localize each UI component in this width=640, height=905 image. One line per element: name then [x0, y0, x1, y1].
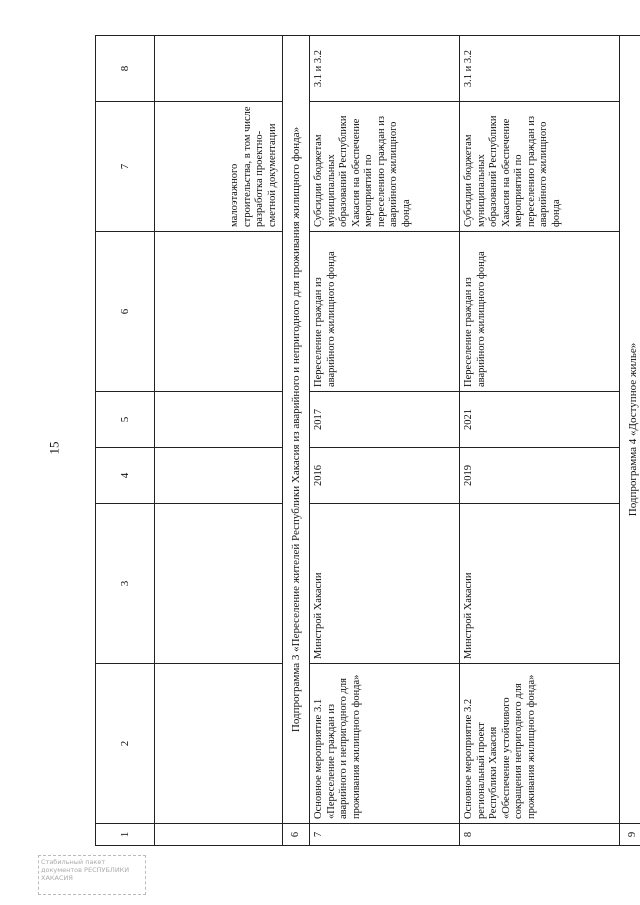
indicator-link: 3.1 и 3.2	[310, 36, 460, 102]
measure-name: Основное мероприятие 3.1 «Переселение граждан из аварийного и непригодного для проживания жилищного фонда»	[310, 664, 460, 824]
col-header-5: 5	[96, 392, 155, 448]
end-year: 2021	[460, 392, 620, 448]
consequence: Субсидии бюджетам муниципальных образований Республики Хакасия на обеспечение мероприятий по переселению граждан из аварийного жилищного фонда	[310, 102, 460, 232]
document-stamp: Стабильный пакет документов РЕСПУБЛИКИ ХАКАСИЯ	[38, 855, 146, 895]
section-number: 9	[620, 824, 640, 846]
column-number-row	[96, 36, 155, 846]
section-number: 6	[283, 824, 310, 846]
section-row-subprogram-4	[620, 36, 640, 846]
col-header-3: 3	[96, 504, 155, 664]
col-header-7: 7	[96, 102, 155, 232]
section-title: Подпрограмма 4 «Доступное жилье»	[620, 36, 640, 824]
measure-name: Основное мероприятие 3.2 региональный проект Республики Хакасия «Обеспечение устойчивого сокращения непригодного для проживания жилищного фонда»	[460, 664, 620, 824]
row-number: 7	[310, 824, 460, 846]
col-header-6: 6	[96, 232, 155, 392]
start-year: 2016	[310, 448, 460, 504]
section-title: Подпрограмма 3 «Переселение жителей Республики Хакасия из аварийного и непригодного для проживания жилищного фонда»	[283, 36, 310, 824]
continuation-row	[155, 36, 283, 846]
consequence: Субсидии бюджетам муниципальных образований Республики Хакасия на обеспечение мероприятий по переселению граждан из аварийного жилищного фонда	[460, 102, 620, 232]
indicator-link: 3.1 и 3.2	[460, 36, 620, 102]
col-header-1: 1	[96, 824, 155, 846]
expected-result: Переселение граждан из аварийного жилищного фонда	[460, 232, 620, 392]
col-header-4: 4	[96, 448, 155, 504]
end-year: 2017	[310, 392, 460, 448]
col-header-8: 8	[96, 36, 155, 102]
table-row	[460, 36, 620, 846]
executor: Минстрой Хакасии	[310, 504, 460, 664]
page-number: 15	[46, 441, 62, 455]
measures-table	[95, 35, 640, 846]
expected-result: Переселение граждан из аварийного жилищного фонда	[310, 232, 460, 392]
table-row	[310, 36, 460, 846]
row-number: 8	[460, 824, 620, 846]
rotated-table-wrapper	[95, 36, 639, 846]
executor: Минстрой Хакасии	[460, 504, 620, 664]
continuation-cell: малоэтажного строительства, в том числе разработка проектно-сметной документации	[155, 102, 283, 232]
start-year: 2019	[460, 448, 620, 504]
col-header-2: 2	[96, 664, 155, 824]
section-row-subprogram-3	[283, 36, 310, 846]
